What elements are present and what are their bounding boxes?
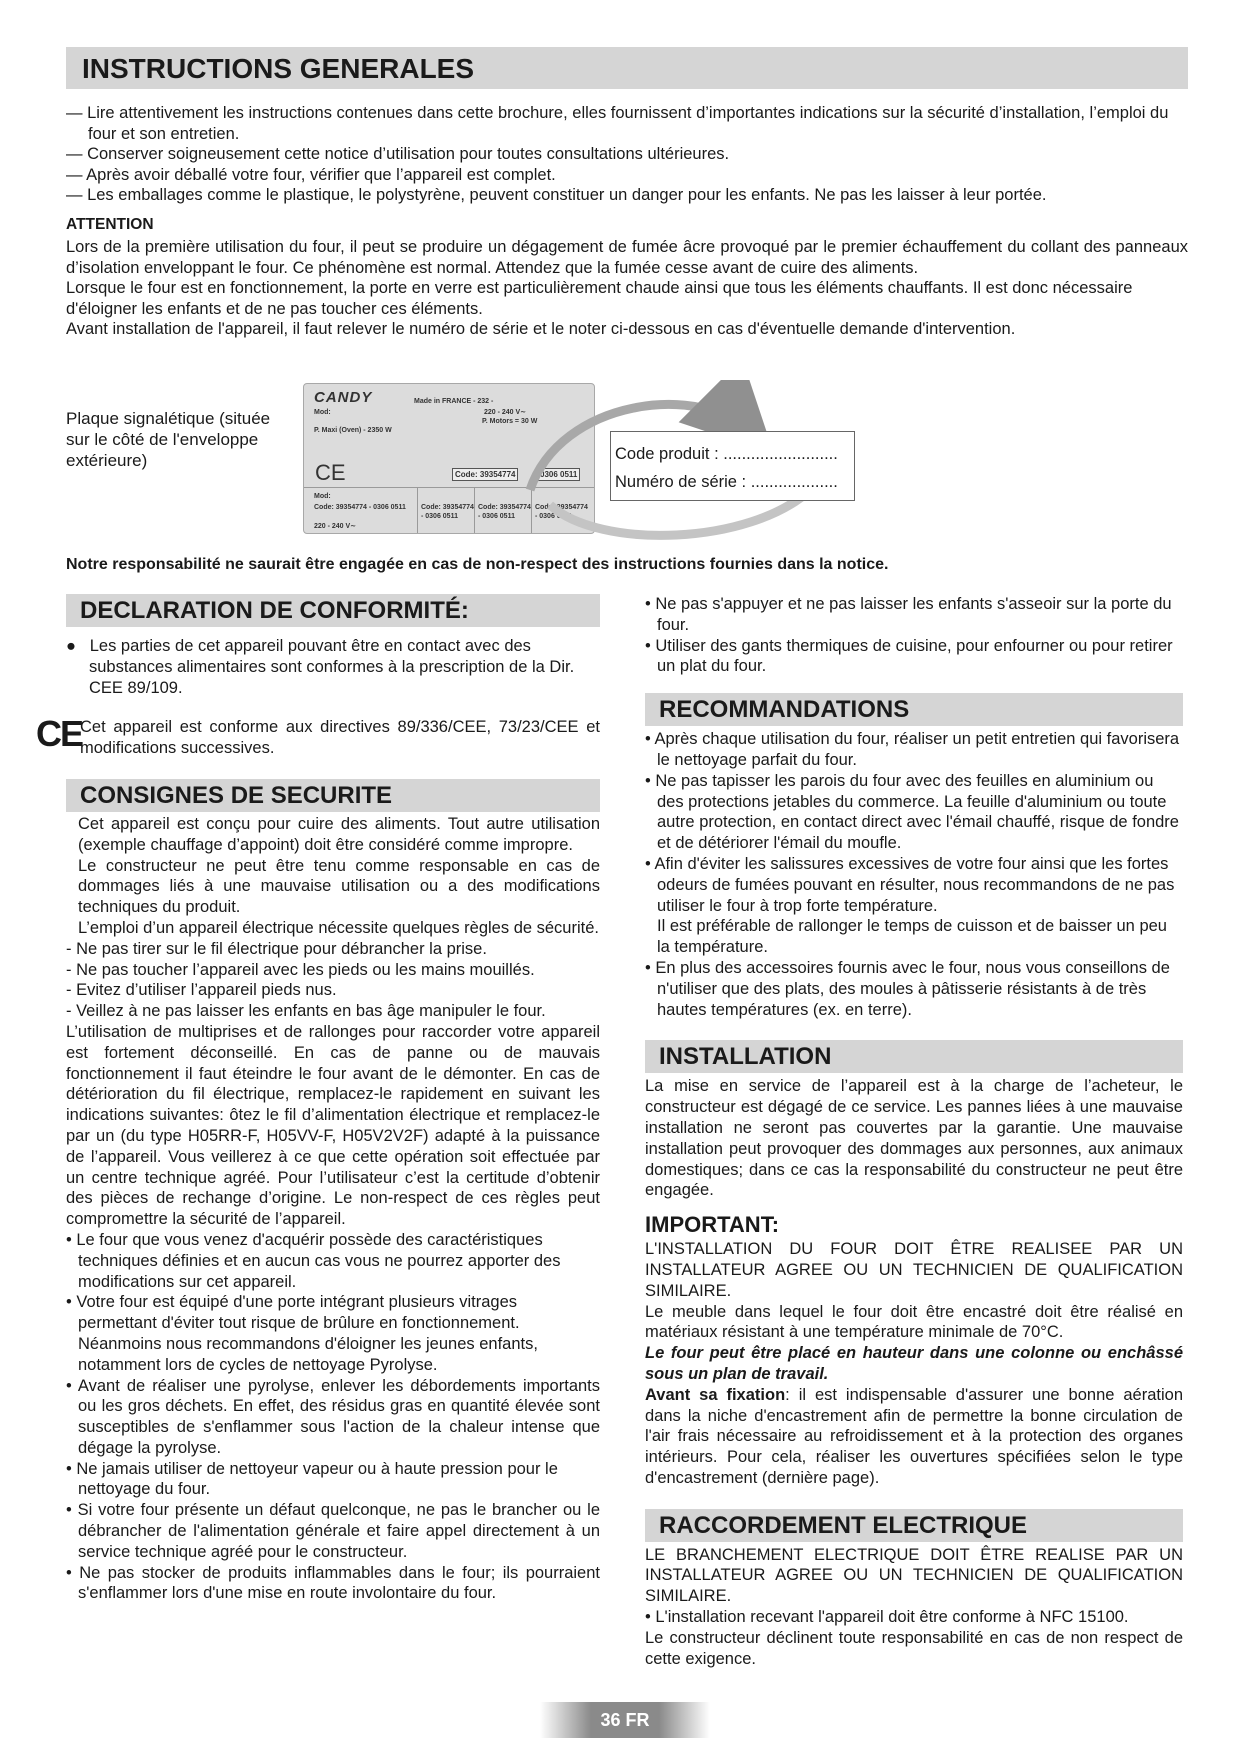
ce-mark-icon: CE [315, 460, 346, 485]
consignes-bullet: • Avant de réaliser une pyrolyse, enlever les débordements importants ou les gros déchets. En effet, des résidus gras en quantité élevée sont susceptibles de s'enflammer sous l'action de la chaleur intense que dégage la pyrolyse. [66, 1376, 600, 1457]
consignes-dash-item: - Ne pas toucher l’appareil avec les pieds ou les mains mouillés. [66, 960, 535, 979]
page-number: 36 FR [600, 1710, 650, 1730]
raccordement-paragraph: Le constructeur déclinent toute responsabilité en cas de non respect de cette exigence. [645, 1628, 1183, 1668]
recommandations-heading: RECOMMANDATIONS [645, 693, 1183, 726]
plate-pmax: P. Maxi (Oven) - 2350 W [314, 427, 392, 434]
right-column [645, 594, 1183, 1669]
fixation-text: : il est indispensable d'assurer une bonne aération dans la niche d'encastrement afin de permettre la bonne circulation de l'air frais nécessaire au refroidissement et à la protection des organes intérieurs. Pour cela, réaliser les ouvertures spécifiées selon le type d'encastrement (dernière page). [645, 1385, 1184, 1487]
left-column [36, 594, 600, 1604]
consignes-heading: CONSIGNES DE SECURITE [66, 779, 600, 812]
plate-divider [417, 487, 418, 533]
consignes-paragraph: Le constructeur ne peut être tenu comme responsable en cas de dommages liés à une mauvaise utilisation ou a des modifications techniques du produit. [78, 856, 600, 917]
declaration-bullet [66, 636, 600, 698]
plate-stub: Code: 39354774 - 0306 0511 [421, 504, 474, 520]
brand-logo: CANDY [314, 389, 373, 406]
page-number-badge [540, 1702, 710, 1738]
attention-paragraph: Lorsque le four est en fonctionnement, la porte en verre est particulièrement chaude ainsi que tous les éléments chauffants. Il est donc nécessaire d'éloigner les enfants et de ne pas toucher ces éléments. [66, 279, 1133, 318]
installation-paragraph: La mise en service de l’appareil est à la charge de l’acheteur, le constructeur est dégagé de ce service. Les pannes liées à une mauvaise installation ne seront pas couvertes par la garantie. Une mauvaise installation peut provoquer des dommages aux personnes, aux animaux domestiques; dans ce cas la responsabilité du constructeur ne peut être engagée. [645, 1077, 1183, 1200]
recommandation-bullet: • Ne pas tapisser les parois du four avec des feuilles en aluminium ou des protections jetables du commerce. La feuille d'aluminium ou toute autre protection, en contact direct avec l'émail chauffé, risque de fondre et de détériorer l'émail du moufle. [645, 771, 1179, 853]
attention-paragraph: Lors de la première utilisation du four, il peut se produire un dégagement de fumée âcre provoqué par le premier échauffement du collant des panneaux d’isolation enveloppant le four. Ce phénomène est normal. Attendez que la fumée cesse avant de cuire des aliments. [66, 238, 1188, 277]
ce-mark-icon: CE [36, 713, 83, 755]
plate-bottom-voltage: 220 - 240 V∼ [314, 523, 357, 530]
consignes-dash-item: - Evitez d’utiliser l’appareil pieds nus. [66, 981, 337, 1000]
serial-info-box [610, 431, 855, 501]
consignes-paragraph: L’emploi d’un appareil électrique nécessite quelques règles de sécurité. [78, 918, 599, 937]
responsibility-notice: Notre responsabilité ne saurait être engagée en cas de non-respect des instructions fournies dans la notice. [66, 556, 889, 573]
raccordement-caps-text: LE BRANCHEMENT ELECTRIQUE DOIT ÊTRE REALISE PAR UN INSTALLATEUR AGREE OU UN TECHNICIEN DE QUALIFICATION SIMILAIRE. [645, 1545, 1183, 1606]
plate-code-box: Code: 39354774 [452, 468, 518, 481]
plate-stub: Code: 39354774 - 0306 0511 [535, 504, 588, 520]
recommandation-bullet: • Après chaque utilisation du four, réaliser un petit entretien qui favorisera le nettoyage parfait du four. [645, 730, 1180, 769]
plate-label: Plaque signalétique (située sur le côté de l'enveloppe extérieure) [66, 409, 271, 470]
recommandation-continuation: Il est préférable de rallonger le temps de cuisson et de baisser un peu la température. [657, 917, 1167, 957]
placement-text: Le four peut être placé en hauteur dans une colonne ou enchâssé sous un plan de travail. [645, 1344, 1183, 1383]
consignes-bullet: • Si votre four présente un défaut quelconque, ne pas le brancher ou le débrancher de l'alimentation générale et faire appel directement à un service technique agréé pour le constructeur. [66, 1501, 600, 1561]
important-heading: IMPORTANT: [645, 1212, 780, 1238]
consignes-paragraph: Cet appareil est conçu pour cuire des aliments. Tout autre utilisation (exemple chauffage d’appoint) doit être considéré comme impropre. [78, 814, 600, 854]
recommandation-bullet: • Afin d'éviter les salissures excessives de votre four ainsi que les fortes odeurs de fumées pouvant en résulter, nous recommandons de ne pas utiliser le four à trop forte température. [645, 854, 1175, 915]
intro-section [66, 103, 1188, 340]
plate-voltage: 220 - 240 V∼ [484, 409, 527, 416]
fixation-paragraph [645, 1385, 1183, 1489]
plate-serial-box: 0306 0511 [537, 468, 580, 481]
bullet-dot-icon: ● [66, 637, 90, 655]
intro-item: — Après avoir déballé votre four, vérifier que l’appareil est complet. [66, 165, 556, 184]
ce-declaration [36, 713, 600, 759]
consignes-long-paragraph: L’utilisation de multiprises et de rallonges pour raccorder votre appareil est fortement déconseillé. En cas de panne ou de mauvais fonctionnement il faut éteindre le four avant de le démonter. En cas de détérioration du fil électrique, remplacez-le rapidement en suivant les indications suivantes: ôtez le fil d’alimentation électrique et remplacez-le par un (du type H05RR-F, H05VV-F, H05V2V2F) adapté à la puissance de l’appareil. Vous veillerez à ce que cette opération soit effectuée par un centre technique agréé. Pour l’utilisateur c’est la certitude d’obtenir des pièces de rechange d’origine. Le non-respect de ces règles peut compromettre la sécurité de l’appareil. [66, 1022, 600, 1229]
fixation-label: Avant sa fixation [645, 1385, 786, 1404]
attention-heading: ATTENTION [66, 215, 154, 233]
safety-bullet: • Ne pas s'appuyer et ne pas laisser les enfants s'asseoir sur la porte du four. [645, 595, 1172, 634]
declaration-heading: DECLARATION DE CONFORMITÉ: [66, 594, 600, 627]
plate-stub: Code: 39354774 - 0306 0511 [478, 504, 531, 520]
consignes-dash-item: - Veillez à ne pas laisser les enfants en bas âge manipuler le four. [66, 1002, 546, 1021]
intro-item: — Les emballages comme le plastique, le polystyrène, peuvent constituer un danger pour les enfants. Ne pas les laisser à leur portée. [66, 186, 1047, 204]
plate-bottom-mod: Mod: [314, 493, 331, 500]
consignes-bullet: • Ne pas stocker de produits inflammables dans le four; ils pourraient s'enflammer lors d'une mise en route involontaire du four. [66, 1563, 600, 1603]
consignes-bullet: • Votre four est équipé d'une porte intégrant plusieurs vitrages permettant d'éviter tout risque de brûlure en fonctionnement. Néanmoins nous recommandons d'éloigner les jeunes enfants, notamment lors de cycles de nettoyage Pyrolyse. [66, 1293, 538, 1374]
plate-made-in: Made in FRANCE - 232 - [414, 398, 494, 405]
meuble-text: Le meuble dans lequel le four doit être encastré doit être réalisé en matériaux résistant à une température minimale de 70°C. [645, 1302, 1183, 1342]
consignes-bullet: • Ne jamais utiliser de nettoyeur vapeur ou à haute pression pour le nettoyage du four. [66, 1459, 558, 1499]
raccordement-heading: RACCORDEMENT ELECTRIQUE [645, 1509, 1183, 1542]
code-produit-line: Code produit : ......................... [615, 445, 838, 463]
plate-bottom-code: Code: 39354774 - 0306 0511 [314, 504, 406, 511]
intro-item: — Conserver soigneusement cette notice d’utilisation pour toutes consultations ultérieures. [66, 145, 730, 163]
declaration-text: Les parties de cet appareil pouvant être en contact avec des substances alimentaires sont conformes à la prescription de la Dir. CEE 89/109. [89, 637, 575, 697]
plate-mod: Mod: [314, 409, 331, 416]
consignes-bullet: • Le four que vous venez d'acquérir possède des caractéristiques techniques définies et en aucun cas vous ne pourrez apporter des modifications sur cet appareil. [66, 1230, 561, 1291]
plate-pmotors: P. Motors = 30 W [482, 418, 538, 425]
intro-item: — Lire attentivement les instructions contenues dans cette brochure, elles fournissent d’importantes indications sur la sécurité d’installation, l’emploi du four et son entretien. [66, 104, 1169, 143]
consignes-dash-item: - Ne pas tirer sur le fil électrique pour débrancher la prise. [66, 939, 487, 958]
important-caps-text: L'INSTALLATION DU FOUR DOIT ÊTRE REALISEE PAR UN INSTALLATEUR AGREE OU UN TECHNICIEN DE QUALIFICATION SIMILAIRE. [645, 1240, 1183, 1300]
recommandation-bullet: • En plus des accessoires fournis avec le four, nous vous conseillons de n'utiliser que des plats, des moules à pâtisserie résistants à de très hautes températures (ex. en terre). [645, 958, 1170, 1019]
attention-paragraph: Avant installation de l'appareil, il faut relever le numéro de série et le noter ci-dessous en cas d'éventuelle demande d'intervention. [66, 320, 1016, 338]
raccordement-bullet: • L'installation recevant l'appareil doit être conforme à NFC 15100. [645, 1608, 1129, 1627]
safety-bullet: • Utiliser des gants thermiques de cuisine, pour enfourner ou pour retirer un plat du four. [645, 636, 1173, 676]
numero-serie-line: Numéro de série : ................... [615, 473, 838, 491]
page-title: INSTRUCTIONS GENERALES [66, 47, 1188, 89]
installation-heading: INSTALLATION [645, 1040, 1183, 1073]
ce-text: Cet appareil est conforme aux directives 89/336/CEE, 73/23/CEE et modifications successives. [80, 718, 600, 758]
